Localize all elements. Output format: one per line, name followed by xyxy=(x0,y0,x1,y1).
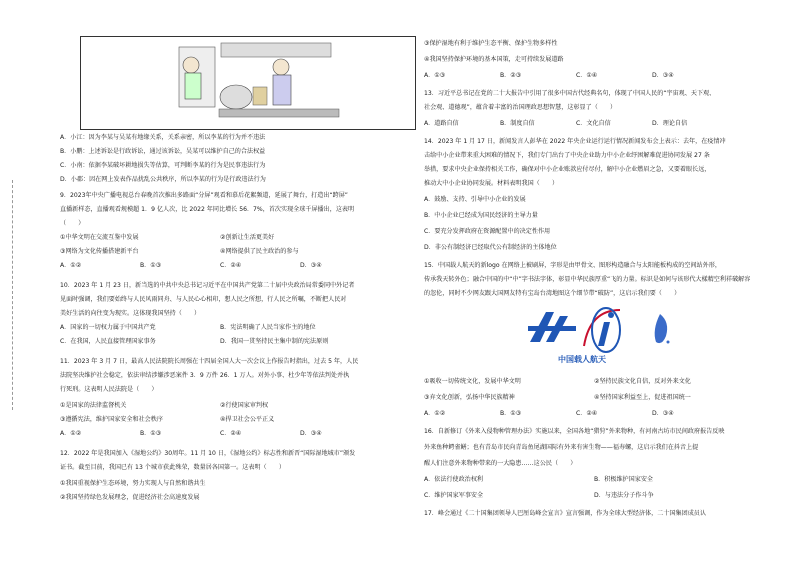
q12-stem-2: 证书。截至目前，我国已有 13 个城市获此殊荣，数量居各国第一。这表明（ ） xyxy=(60,464,285,471)
q9-choice-a[interactable]: A．①② xyxy=(60,262,82,269)
q12-choice-d[interactable]: D．③④ xyxy=(652,72,674,79)
q16-options-row-1 xyxy=(424,476,764,484)
q10-stem-1: 10．2023 年 1 月 23 日，新当选的中共中央总书记习近平在中国共产党第二十届中央政治局常委同中外记者 xyxy=(60,282,355,289)
q14-stem-2: 击给中小企业带来重大困难的情况下，我们专门出台了中央企业助力中小企业纾困解难促进协同发展 27 条 xyxy=(424,152,710,159)
q15-items-row-2 xyxy=(424,394,764,402)
q15-item-3: ③弃文化创新，弘扬中华民族精神 xyxy=(424,394,515,401)
q16-stem-2: 外来鱼种鳄雀鳝；也有青岛市民向青岛鱼尾湖国际有外来有害生物——福寿螺，这启示我们在抖音上提 xyxy=(424,444,699,451)
q14-option-a[interactable]: A．鼓励、支持、引导中小企业的发展 xyxy=(424,196,526,203)
q9-item-1: ①中华文明在交流互鉴中发展 xyxy=(60,234,139,241)
q17-stem-1: 17．峰会通过《二十国集团领导人巴厘岛峰会宣言》宣言强调，作为全球大型经济体，二十国集团成员认 xyxy=(424,510,706,517)
q12-choices xyxy=(424,72,728,80)
q10-option-a[interactable]: A．国家的一切权力属于中国共产党 xyxy=(60,324,156,331)
q16-option-b[interactable]: B．积极维护国家安全 xyxy=(594,476,654,483)
q15-items-row-1 xyxy=(424,378,764,386)
binding-gutter xyxy=(12,180,27,410)
q12-stem-1: 12．2022 年是我国加入《湿地公约》30周年。11 月 10 日，《湿地公约》标志性和新晋“国际湿地城市”颁发 xyxy=(60,450,356,457)
cartoon-image-frame xyxy=(80,36,416,130)
q9-choice-c[interactable]: C．②④ xyxy=(220,262,242,269)
q14-option-b[interactable]: B．中小企业已经成为国民经济的主导力量 xyxy=(424,212,538,219)
q14-option-d[interactable]: D．非公有制经济已经取代公有制经济的主体地位 xyxy=(424,244,557,251)
q15-choice-b[interactable]: B．①③ xyxy=(500,410,522,417)
q8-option-c[interactable]: C．小南：依据李某破坏耕地损失等估算，可判断李某的行为是民事违法行为 xyxy=(60,162,266,169)
q13-choice-c[interactable]: C．文化自信 xyxy=(576,120,611,127)
q9-choice-b[interactable]: B．①③ xyxy=(140,262,162,269)
q15-choice-c[interactable]: C．②④ xyxy=(576,410,598,417)
q16-options-row-2 xyxy=(424,492,764,500)
q11-items-row-2 xyxy=(60,416,380,424)
q14-stem-1: 14．2023 年 1 月 17 日，新闻发言人彭华在 2022 年央企业运行运行情况新闻发布会上表示：去年，在疫情冲 xyxy=(424,138,726,145)
q9-stem-3: （ ） xyxy=(60,220,85,227)
q11-item-1: ①是国家的法律监督机关 xyxy=(60,402,127,409)
q13-choice-d[interactable]: D．理论自信 xyxy=(652,120,688,127)
q15-stem-1: 15．中国载人航天的新logo 在网络上被刷屏，字形是由甲骨文、图形构造融合与太阳能板构成的空间站外形， xyxy=(424,262,721,269)
q9-choices xyxy=(60,262,380,270)
q9-item-3: ③网络为文化传播搭建新平台 xyxy=(60,248,139,255)
q13-choice-b[interactable]: B．制度自信 xyxy=(500,120,535,127)
q15-choices xyxy=(424,410,728,418)
q11-stem-3: 行死刑。这表明人民法院是（ ） xyxy=(60,386,158,393)
q8-option-b[interactable]: B．小鹏：上述诉讼是行政诉讼，通过该诉讼，吴某可以维护自己的合法权益 xyxy=(60,148,266,155)
q13-choices xyxy=(424,120,728,128)
q15-stem-2: 传承我天转外色；融合中国的中“中”字书法字体，彰显中华民族厚重“飞的力量。标识是如何与该形代大樣精空利祥破解容 xyxy=(424,276,751,283)
q9-item-4: ④网络提供了民主政治的参与 xyxy=(220,248,299,255)
q14-option-c[interactable]: C．要充分发挥政府在资源配置中的决定性作用 xyxy=(424,228,551,235)
q11-item-3: ③遵循宪法，维护国家安全和社会秩序 xyxy=(60,416,163,423)
q15-item-1: ①吸收一切传统文化，发展中华文明 xyxy=(424,378,521,385)
q15-item-4: ④坚持国家利益至上，促进祖国统一 xyxy=(594,394,691,401)
q10-option-b[interactable]: B．宪法明确了人民当家作主的地位 xyxy=(220,324,316,331)
q9-items-row-2 xyxy=(60,248,380,256)
q9-items-row-1 xyxy=(60,234,380,242)
q12-choice-a[interactable]: A．①③ xyxy=(424,72,446,79)
q13-choice-a[interactable]: A．道路自信 xyxy=(424,120,459,127)
q12-item-2: ②我国坚持绿色发展理念，促进经济社会高速度发展 xyxy=(60,494,200,501)
q14-stem-3: 举措，要求中央企业保持相关工作，确保对中小企业账款应付尽付，解中小企业燃眉之急，又要着眼长远， xyxy=(424,166,711,173)
q10-options-row-1 xyxy=(60,324,380,332)
logo-text: 中国载人航天 xyxy=(558,355,606,364)
q10-stem-2: 见面时强调，我们要始终与人民风雨同舟、与人民心心相印，想人民之所想，行人民之所嘱，不断把人民对 xyxy=(60,296,347,303)
q9-choice-d[interactable]: D．③④ xyxy=(300,262,322,269)
q15-choice-a[interactable]: A．①② xyxy=(424,410,446,417)
q13-stem-1: 13．习近平总书记在党的二十大报告中引用了很多中国古代经典名句，体现了中国人民的“宇宙观、天下观、 xyxy=(424,90,716,97)
q9-stem-1: 9．2023年中央广播电视总台春晚首次推出多路面“分屏”观看和慕后花絮频道，延展了舞台，打造出“跨屏” xyxy=(60,192,348,199)
q9-item-2: ②创新让生活更美好 xyxy=(220,234,275,241)
q11-choice-a[interactable]: A．①② xyxy=(60,430,82,437)
q12-choice-b[interactable]: B．②③ xyxy=(500,72,522,79)
q11-choice-d[interactable]: D．③④ xyxy=(300,430,322,437)
q16-option-a[interactable]: A．依法行使政治权利 xyxy=(424,476,484,483)
q10-options-row-2 xyxy=(60,338,380,346)
q16-option-c[interactable]: C．维护国家军事安全 xyxy=(424,492,484,499)
q10-option-d[interactable]: D．我国一贯坚持民主集中制的宪法原则 xyxy=(220,338,329,345)
q11-item-2: ②行使国家审判权 xyxy=(220,402,269,409)
q11-choice-b[interactable]: B．①③ xyxy=(140,430,162,437)
q11-stem-1: 11．2023 年 3 月 7 日，最高人民法院院长周强在十四届全国人大一次会议上作报告时指出，过去 5 年，人民 xyxy=(60,358,359,365)
q11-items-row-1 xyxy=(60,402,380,410)
q8-option-a[interactable]: A．小江：因为李某与吴某有地缘关系，关系亲密，所以李某的行为并不违法 xyxy=(60,134,266,141)
q10-option-c[interactable]: C．在我国，人民直接管理国家事务 xyxy=(60,338,156,345)
q16-stem-3: 醒人们注意外来物种带来的一大隐患……这公民（ ） xyxy=(424,460,577,467)
q8-option-d[interactable]: D．小郡：因在网上发表作品扰乱公共秩序，所以李某的行为是行政违法行为 xyxy=(60,176,266,183)
q16-stem-1: 16．自新修订《外来入侵物种管理办法》实施以来，全国各地“猎狩”外来物种，有河南古坊市民间政府报告反映 xyxy=(424,428,725,435)
q13-stem-2: 社会观、道德观”，蕴含着丰富的治国理政思想智慧，这彰显了（ ） xyxy=(424,104,617,111)
q12-item-3: ③保护湿地有利于维护生态平衡、保护生物多样性 xyxy=(424,40,558,47)
china-manned-space-logo xyxy=(524,302,684,372)
q15-item-2: ②坚持民族文化自信，反对外来文化 xyxy=(594,378,691,385)
q11-choices xyxy=(60,430,380,438)
q15-choice-d[interactable]: D．③④ xyxy=(652,410,674,417)
q14-stem-4: 推动大中小企业协同发展。材料表明我国（ ） xyxy=(424,180,559,187)
q12-item-1: ①我国重视保护生态环境，努力实现人与自然和谐共生 xyxy=(60,480,206,487)
q10-stem-3: 美好生活的向往变为现实。这体现我国坚持（ ） xyxy=(60,310,201,317)
cartoon-illustration xyxy=(81,37,415,129)
q9-stem-2: 直播新样态，直播观看规模超 1．9 亿人次，比 2022 年同比增长 56．7%，首次实现全球千屏播出，这表明 xyxy=(60,206,355,213)
q15-stem-3: 的忽伦，同时不少网友跟大国网友特有宝岛台湾地图这个细节带“破防”，这启示我们要（ ） xyxy=(424,290,681,297)
q11-stem-2: 法院坚决维护社会稳定，依法审结涉嫌涉恶案件 3．9 万件 26．1 万人。对外小事、杜少年等依法判处并执 xyxy=(60,372,350,379)
q11-choice-c[interactable]: C．②④ xyxy=(220,430,242,437)
q12-choice-c[interactable]: C．①④ xyxy=(576,72,598,79)
q11-item-4: ④捍卫社会公平正义 xyxy=(220,416,275,423)
q16-option-d[interactable]: D．与违法分子作斗争 xyxy=(594,492,654,499)
q12-item-4: ④我国坚持保护环境的基本国策，走可持续发展道路 xyxy=(424,56,564,63)
